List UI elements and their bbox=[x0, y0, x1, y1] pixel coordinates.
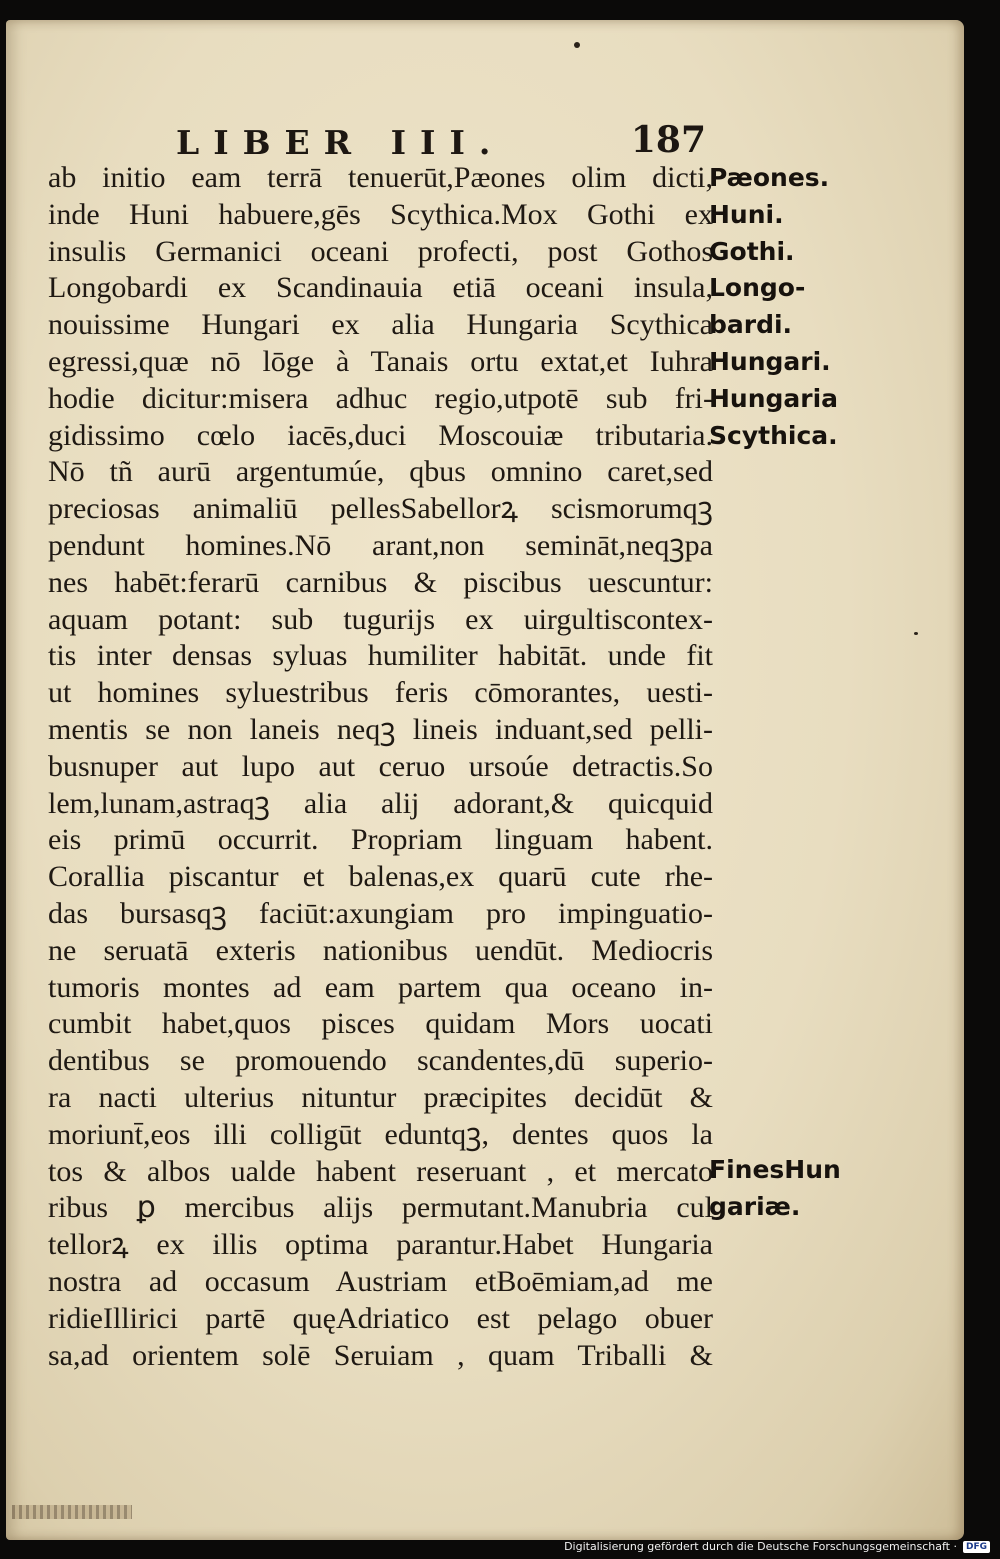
marginal-note: Hungaria bbox=[709, 383, 839, 413]
text-line: inde Huni habuere,gēs Scythica.Mox Gothi ex bbox=[48, 197, 713, 231]
main-text bbox=[48, 160, 713, 1374]
ink-speck bbox=[574, 42, 580, 48]
text-line: ut homines syluestribus feris cōmorantes, uesti- bbox=[48, 676, 713, 710]
text-line: gidissimo cœlo iacēs,duci Moscouiæ tributaria. bbox=[48, 418, 713, 452]
text-line: ridieIllirici partē quęAdriatico est pelago obuer bbox=[48, 1301, 713, 1335]
marginal-note: FinesHun bbox=[709, 1155, 841, 1184]
marginal-note: Pæones. bbox=[709, 163, 830, 192]
text-line: nouissime Hungari ex alia Hungaria Scythica bbox=[48, 308, 713, 342]
running-head: LIBER III. bbox=[176, 123, 505, 162]
marginal-notes-top bbox=[709, 160, 869, 454]
marginal-note: Huni. bbox=[709, 199, 784, 229]
text-line: tumoris montes ad eam partem qua oceano in- bbox=[48, 970, 713, 1004]
text-line: sa,ad orientem solē Seruiam , quam Triballi & bbox=[48, 1338, 713, 1372]
text-line: Nō tñ aurū argentumúe, qbus omnino caret,sed bbox=[48, 455, 713, 489]
text-line: nostra ad occasum Austriam etBoēmiam,ad me bbox=[48, 1264, 713, 1298]
page-edge-shadow bbox=[12, 1505, 132, 1519]
page-header bbox=[176, 119, 706, 163]
marginal-note: bardi. bbox=[709, 310, 793, 340]
text-line: ra nacti ulterius nituntur præcipites decidūt & bbox=[48, 1080, 713, 1114]
marginal-note: Hungari. bbox=[709, 346, 831, 376]
text-line: eis primū occurrit. Propriam linguam habent. bbox=[48, 823, 713, 857]
dfg-logo: DFG bbox=[963, 1541, 990, 1553]
text-line: mentis se non laneis neqꝫ lineis induant,sed pelli- bbox=[48, 712, 713, 746]
marginal-note: Gothi. bbox=[709, 236, 795, 266]
text-line: Longobardi ex Scandinauia etiā oceani insula, bbox=[48, 271, 713, 305]
text-line: dentibus se promouendo scandentes,dū superio- bbox=[48, 1044, 713, 1078]
text-line: ab initio eam terrā tenuerūt,Pæones olim dicti, bbox=[48, 161, 713, 194]
text-line: insulis Germanici oceani profecti, post Gothos bbox=[48, 234, 713, 268]
marginal-note: Longo- bbox=[709, 273, 806, 303]
text-line: tos & albos ualde habent reseruant , et mercato bbox=[48, 1154, 713, 1188]
text-line: ne seruatā exteris nationibus uendūt. Mediocris bbox=[48, 933, 713, 967]
credit-text: Digitalisierung gefördert durch die Deutsche Forschungsgemeinschaft · bbox=[564, 1540, 957, 1553]
text-line: hodie dicitur:misera adhuc regio,utpotē sub fri- bbox=[48, 381, 713, 415]
page-number: 187 bbox=[630, 119, 706, 161]
text-line: aquam potant: sub tugurijs ex uirgultiscontex- bbox=[48, 602, 713, 636]
marginal-note: Scythica. bbox=[709, 420, 838, 450]
text-line: tellorꝝ ex illis optima parantur.Habet Hungaria bbox=[48, 1228, 713, 1262]
digitization-credit bbox=[564, 1540, 990, 1553]
ink-speck bbox=[914, 632, 918, 635]
text-line: pendunt homines.Nō arant,non semināt,neqꝫpa bbox=[48, 528, 713, 562]
text-line: moriunt̄,eos illi colligūt eduntqꝫ, dentes quos la bbox=[48, 1117, 713, 1151]
text-line: das bursasqꝫ faciūt:axungiam pro impinguatio- bbox=[48, 896, 713, 930]
text-line: nes habēt:ferarū carnibus & piscibus uescuntur: bbox=[48, 565, 713, 599]
book-page bbox=[6, 20, 964, 1540]
text-line: preciosas animaliū pellesSabellorꝝ scismorumqꝫ bbox=[48, 492, 713, 526]
text-line: tis inter densas syluas humiliter habitāt. unde fit bbox=[48, 639, 713, 673]
text-line: egressi,quæ nō lōge à Tanais ortu extat,et Iuhra bbox=[48, 344, 713, 378]
text-line: Corallia piscantur et balenas,ex quarū cute rhe- bbox=[48, 860, 713, 894]
text-line: ribus ꝑ mercibus alijs permutant.Manubria cul bbox=[48, 1191, 713, 1225]
text-line: cumbit habet,quos pisces quidam Mors uocati bbox=[48, 1007, 713, 1041]
marginal-note: gariæ. bbox=[709, 1191, 801, 1221]
marginal-notes-bottom bbox=[709, 1152, 869, 1226]
text-line: busnuper aut lupo aut ceruo ursoúe detractis.So bbox=[48, 749, 713, 783]
text-line: lem,lunam,astraqꝫ alia alij adorant,& quicquid bbox=[48, 786, 713, 820]
